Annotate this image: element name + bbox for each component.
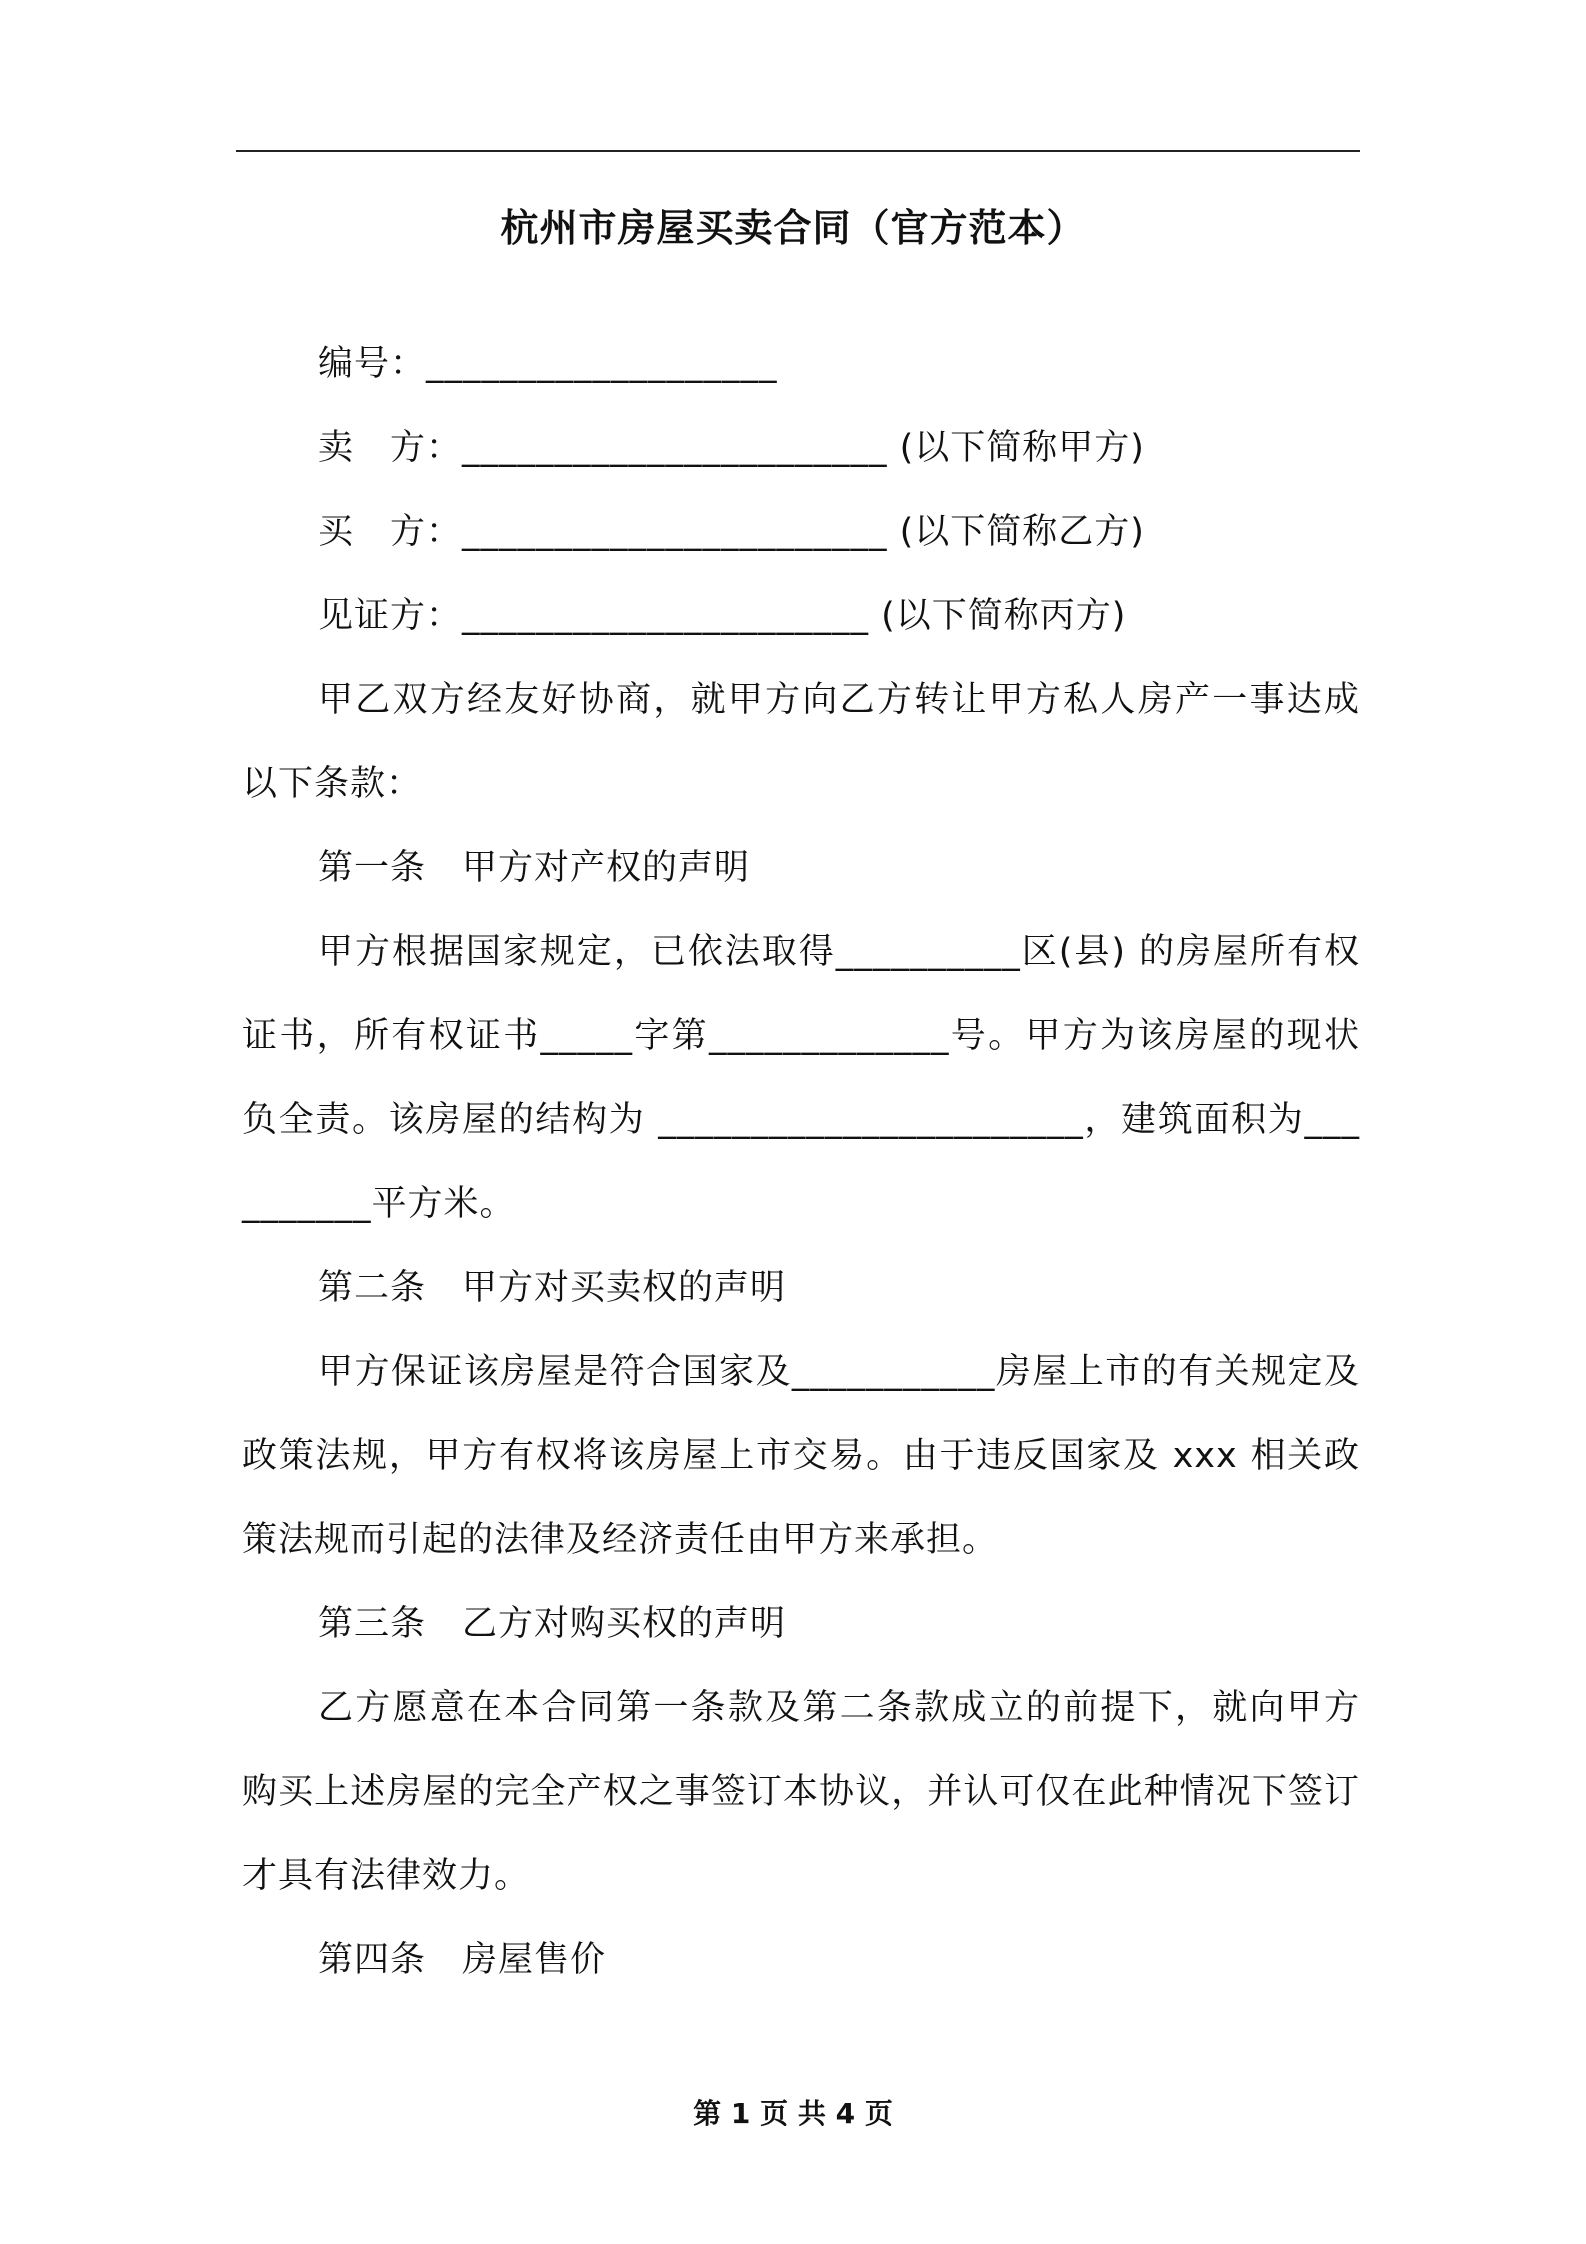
article-1-heading: 第一条 甲方对产权的声明 [318, 848, 751, 888]
article-2-body: 甲方保证该房屋是符合国家及___________房屋上市的有关规定及政策法规，甲方有权将该房屋上市交易。由于违反国家及 xxx 相关政策法规而引起的法律及经济责任由甲方来承担。 [242, 1352, 1360, 1560]
intro-paragraph: 甲乙双方经友好协商，就甲方向乙方转让甲方私人房产一事达成以下条款： [242, 680, 1360, 804]
article-2-heading: 第二条 甲方对买卖权的声明 [318, 1268, 787, 1308]
document-body [242, 322, 1360, 2002]
article-3-heading: 第三条 乙方对购买权的声明 [318, 1604, 787, 1644]
article-1-body: 甲方根据国家规定，已依法取得__________区(县) 的房屋所有权证书，所有权证书_____字第_____________号。甲方为该房屋的现状负全责。该房屋的结构为 _______________________，建筑面积为__________平方米。 [242, 932, 1360, 1224]
article-3-body: 乙方愿意在本合同第一条款及第二条款成立的前提下，就向甲方购买上述房屋的完全产权之事签订本协议，并认可仅在此种情况下签订才具有法律效力。 [242, 1688, 1360, 1896]
field-buyer: 买 方：_______________________ (以下简称乙方) [318, 512, 1145, 552]
field-seller: 卖 方：_______________________ (以下简称甲方) [318, 428, 1145, 468]
document-title: 杭州市房屋买卖合同（官方范本） [500, 206, 1086, 250]
article-4-heading: 第四条 房屋售价 [318, 1940, 607, 1980]
field-number: 编号：___________________ [318, 344, 778, 384]
page-footer: 第 1 页 共 4 页 [693, 2097, 893, 2130]
header-rule [236, 150, 1360, 152]
field-witness: 见证方：______________________ (以下简称丙方) [318, 596, 1127, 636]
